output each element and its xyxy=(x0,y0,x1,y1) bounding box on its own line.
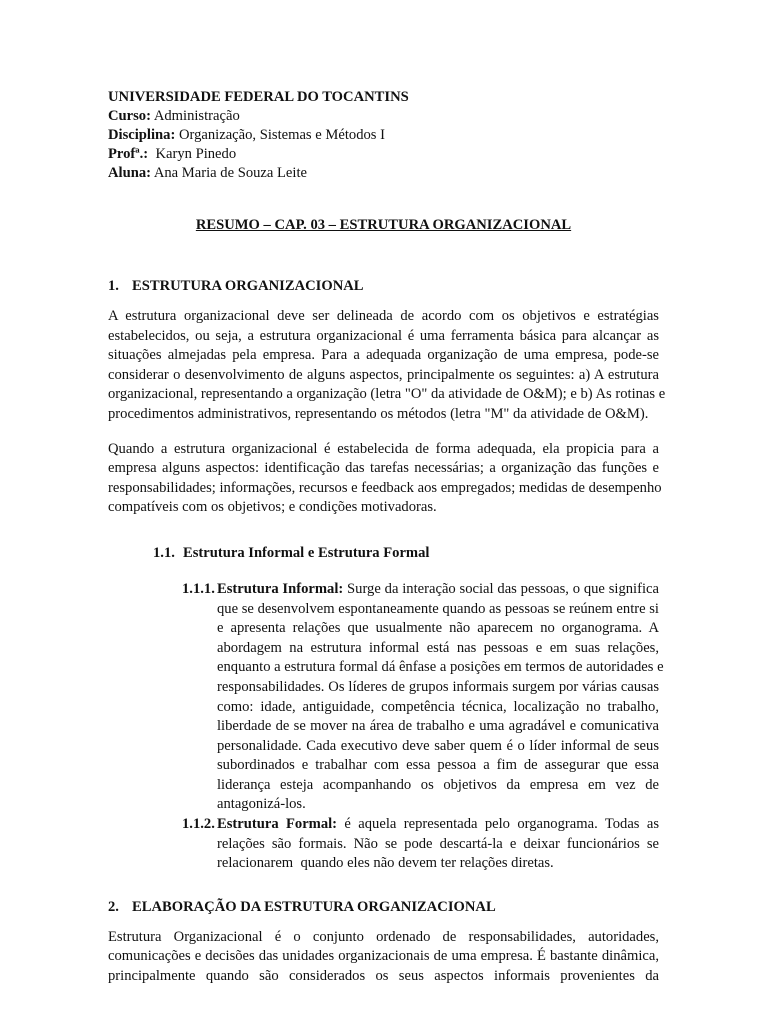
item-line: subordinados e trabalhar com essa pessoa a fim de assegurar que essa xyxy=(217,757,659,774)
item-line xyxy=(217,815,659,835)
section-2-number: 2. xyxy=(108,898,119,915)
paragraph-line: compatíveis com os objetivos; e condições motivadoras. xyxy=(108,499,437,516)
item-1-1-2-number: 1.1.2. xyxy=(182,816,215,833)
item-1-1-1-first-line: Surge da interação social das pessoas, o que significa xyxy=(343,580,659,597)
professor-label: Profª.: xyxy=(108,146,149,162)
paragraph-line: principalmente quando são considerados os seus aspectos informais provenientes da xyxy=(108,968,659,985)
document-header xyxy=(108,88,659,183)
paragraph-line: Quando a estrutura organizacional é estabelecida de forma adequada, ela propicia para a xyxy=(108,440,659,457)
student-value: Ana Maria de Souza Leite xyxy=(150,165,307,181)
item-line: como: idade, antiguidade, competência técnica, localização no trabalho, xyxy=(217,698,659,715)
section-1-number: 1. xyxy=(108,278,119,294)
document-page xyxy=(108,88,666,987)
university-name: UNIVERSIDADE FEDERAL DO TOCANTINS xyxy=(108,89,409,105)
section-1-title: ESTRUTURA ORGANIZACIONAL xyxy=(132,278,364,294)
student-label: Aluna: xyxy=(108,165,151,181)
item-1-1-1 xyxy=(108,580,664,815)
item-1-1-2-first-line: é aquela representada pelo organograma. Todas as xyxy=(337,816,659,833)
paragraph-line: comunicações e decisões das unidades organizacionais de uma empresa. É bastante dinâmica, xyxy=(108,948,659,965)
item-line: responsabilidades. Os líderes de grupos informais surgem por várias causas xyxy=(217,678,659,695)
paragraph-line: A estrutura organizacional deve ser delineada de acordo com os objetivos e estratégias xyxy=(108,308,659,324)
item-1-1-2-body xyxy=(217,815,659,874)
discipline-label: Disciplina: xyxy=(108,127,176,143)
item-line: enquanto a estrutura formal dá ênfase a posições em termos de autoridades e xyxy=(217,659,664,676)
paragraph-line: considerar o desenvolvimento de alguns aspectos, principalmente os seguintes: a) A estrutura xyxy=(108,366,659,383)
item-line: abordagem na estrutura informal está nas pessoas e em suas relações, xyxy=(217,639,659,656)
subsection-1-1-number: 1.1. xyxy=(153,544,175,561)
professor-line xyxy=(108,145,659,164)
document-title: RESUMO – CAP. 03 – ESTRUTURA ORGANIZACIONAL xyxy=(195,217,572,233)
paragraph-line: Estrutura Organizacional é o conjunto ordenado de responsabilidades, autoridades, xyxy=(108,928,659,945)
item-line xyxy=(217,580,659,600)
paragraph-line: situações almejadas pela empresa. Para a adequada organização de uma empresa, pode-se xyxy=(108,347,659,364)
paragraph-line: estabelecidos, ou seja, a estrutura organizacional é uma ferramenta básica para alcançar as xyxy=(108,327,659,344)
item-line: que se desenvolvem espontaneamente quando as pessoas se reúnem entre si xyxy=(217,600,659,617)
subsection-1-1-title: Estrutura Informal e Estrutura Formal xyxy=(183,544,430,561)
student-line xyxy=(108,164,659,183)
course-value: Administração xyxy=(150,108,240,124)
section-1-paragraph-1 xyxy=(108,307,666,425)
item-1-1-1-body xyxy=(217,580,664,815)
discipline-value: Organização, Sistemas e Métodos I xyxy=(175,127,385,143)
item-1-1-2 xyxy=(108,815,659,874)
section-1-paragraph-2 xyxy=(108,440,662,518)
item-line: personalidade. Cada executivo deve saber quem é o líder informal de seus xyxy=(217,737,659,754)
item-line: e apresenta relações que usualmente não aparecem no organograma. A xyxy=(217,620,659,637)
item-1-1-1-term: Estrutura Informal: xyxy=(217,580,344,597)
item-line: antagonizá-los. xyxy=(217,796,306,813)
section-2-heading xyxy=(108,898,659,917)
item-1-1-1-number: 1.1.1. xyxy=(182,580,215,597)
section-2-title: ELABORAÇÃO DA ESTRUTURA ORGANIZACIONAL xyxy=(132,898,496,915)
item-1-1-2-term: Estrutura Formal: xyxy=(217,816,338,833)
paragraph-line: procedimentos administrativos, representando os métodos (letra "M" da atividade de O&M). xyxy=(108,405,649,422)
section-1-heading xyxy=(108,277,659,296)
professor-value: Karyn Pinedo xyxy=(148,146,237,162)
subsection-1-1-heading xyxy=(108,544,659,563)
item-line: relações são formais. Não se pode descartá-la e deixar funcionários se xyxy=(217,835,659,852)
paragraph-line: responsabilidades; informações, recursos e feedback aos empregados; medidas de desempenho xyxy=(108,479,662,496)
item-line: liderança esteja acompanhando os objetivos da empresa em vez de xyxy=(217,776,659,793)
section-2-paragraph-1 xyxy=(108,928,659,987)
course-line xyxy=(108,107,659,126)
paragraph-line: organizacional, representando a organização (letra "O" da atividade de O&M); e b) As rotinas e xyxy=(108,386,666,403)
paragraph-line: empresa alguns aspectos: identificação das tarefas necessárias; a organização das funções e xyxy=(108,460,659,477)
item-line: relacionarem quando eles não devem ter relações diretas. xyxy=(217,855,554,872)
course-label: Curso: xyxy=(108,108,151,124)
item-line: liberdade de se mover na área de trabalho e uma agradável e comunicativa xyxy=(217,718,659,735)
discipline-line xyxy=(108,126,659,145)
